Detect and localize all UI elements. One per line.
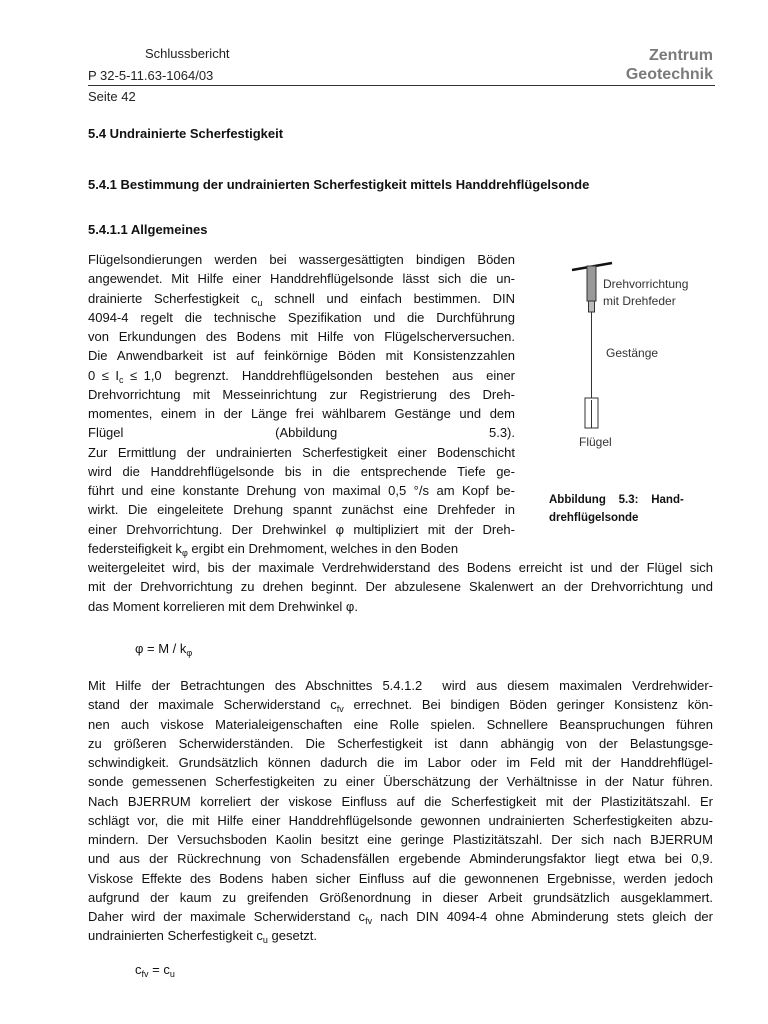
text-line: [88, 926, 713, 945]
subscript: φ: [181, 547, 188, 558]
text-line: [88, 462, 515, 481]
text-line: [88, 423, 515, 442]
text-line: [88, 715, 713, 734]
formula-cfv-lhs: c: [135, 962, 142, 977]
caption-line1: Abbildung 5.3: Hand-: [549, 494, 684, 506]
text-segment: ≤ 1,0 begrenzt. Handdrehflügelsonden bestehen aus einer: [123, 367, 515, 383]
text-segment: schlägt vor, die mit Hilfe einer Handdrehflügelsonde gewonnen undrainierten Scherfestigkeiten abzu-: [88, 812, 713, 828]
text-line: [88, 308, 515, 327]
text-segment: wirkt. Die eingeleitete Drehung spannt zunächst eine Drehfeder in: [88, 502, 515, 518]
heading-5-4-1-1: 5.4.1.1 Allgemeines: [88, 222, 208, 237]
label-vane: Flügel: [579, 435, 612, 449]
text-line: [88, 753, 713, 772]
text-line: [88, 734, 713, 753]
text-segment: Nach BJERRUM korreliert der viskose Einfluss auf die Scherfestigkeit mit der Plastizitätszahl. Er: [88, 793, 713, 809]
text-segment: führt und eine konstante Drehung von maximal 0,5 °/s am Kopf be-: [88, 483, 515, 498]
text-segment: Die Anwendbarkeit ist auf feinkörnige Böden mit Konsistenzzahlen: [88, 348, 515, 364]
label-rod: Gestänge: [606, 346, 659, 360]
text-line: [88, 869, 713, 888]
text-segment: drainierte Scherfestigkeit c: [88, 290, 258, 306]
logo-line-2: Geotechnik: [625, 66, 713, 83]
project-number: P 32-5-11.63-1064/03: [88, 68, 214, 83]
formula-cfv: [135, 962, 175, 979]
formula-phi-text: φ = M / k: [135, 641, 187, 656]
figure-caption: [549, 491, 702, 527]
text-segment: 0 ≤ I: [88, 367, 119, 383]
text-line: [88, 250, 515, 269]
text-segment: mit der Drehvorrichtung zu drehen beginnt. Der abzulesene Skalenwert an der Drehvorrichtung und: [88, 579, 713, 595]
text-segment: wird die Handdrehflügelsonde bis in die entsprechende Tiefe ge-: [88, 463, 515, 479]
text-line: [88, 500, 515, 519]
text-segment: von Erkundungen des Bodens mit Hilfe von Flügelscherversuchen.: [88, 329, 515, 344]
text-segment: weitergeleitet wird, bis der maximale Verdrehwiderstand des Bodens erreicht ist und der Flügel sich: [88, 560, 713, 575]
text-segment: Flügel (Abbildung 5.3).: [88, 425, 515, 441]
header-rule: [88, 85, 715, 86]
text-line: [88, 888, 713, 907]
report-type: Schlussbericht: [145, 46, 230, 61]
logo: [626, 46, 713, 84]
text-line: [88, 366, 515, 385]
text-segment: und aus der Rückrechnung von Schadensfällen ergebende Abminderungsfaktor liegt etwa bei 0,9.: [88, 851, 713, 867]
text-line: [88, 269, 515, 288]
text-segment: angewendet. Mit Hilfe einer Handdrehflügelsonde lässt sich die un-: [88, 271, 515, 287]
text-line: [88, 772, 713, 791]
text-line: [88, 792, 713, 811]
text-segment: Viskose Effekte des Bodens haben sicher Einfluss auf die gewonnenen Ergebnisse, werden jedoch: [88, 870, 713, 886]
label-device-line2: mit Drehfeder: [603, 294, 676, 308]
text-line: [88, 676, 713, 695]
text-segment: momentes, einem in der Länge frei wählbarem Gestänge und dem: [88, 406, 515, 421]
text-line: [88, 443, 515, 462]
text-line: [88, 811, 713, 830]
text-segment: errechnet. Bei bindigen Böden geringer Konsistenz kön-: [343, 697, 713, 713]
text-segment: nach DIN 4094-4 ohne Abminderung stets gleich der: [372, 909, 713, 924]
text-segment: undrainierten Scherfestigkeit c: [88, 928, 263, 944]
text-segment: Mit Hilfe der Betrachtungen des Abschnittes 5.4.1.2 wird aus diesem maximalen Verdrehwider-: [88, 678, 713, 693]
text-segment: stand der maximale Scherwiderstand c: [88, 697, 337, 713]
heading-5-4-1: 5.4.1 Bestimmung der undrainierten Scherfestigkeit mittels Handdrehflügelsonde: [88, 177, 590, 192]
subscript: c: [118, 374, 124, 385]
text-line: [88, 520, 515, 539]
text-line: [88, 830, 713, 849]
text-segment: Zur Ermittlung der undrainierten Scherfestigkeit einer Bodenschicht: [88, 444, 515, 460]
text-segment: Drehvorrichtung mit Messeinrichtung zur Registrierung des Dreh-: [88, 386, 515, 402]
text-line: [88, 327, 515, 346]
formula-phi: [135, 641, 192, 658]
text-segment: das Moment korrelieren mit dem Drehwinkel φ.: [88, 598, 358, 614]
text-line: [88, 849, 713, 868]
text-segment: federsteifigkeit k: [88, 540, 182, 556]
text-segment: Daher wird der maximale Scherwiderstand c: [88, 909, 366, 924]
text-line: [88, 577, 713, 596]
subscript: u: [257, 297, 263, 308]
formula-phi-sub: φ: [186, 648, 193, 658]
text-line: [88, 346, 515, 365]
formula-cfv-rhs-sub: u: [169, 969, 175, 979]
text-segment: sonde gemessenen Scherfestigkeiten zu einer Überschätzung der Verhältnisse in der Natur führen.: [88, 774, 713, 790]
connector: [589, 301, 595, 312]
formula-cfv-lhs-sub: fv: [141, 969, 149, 979]
text-line: [88, 481, 515, 500]
text-line: [88, 289, 515, 308]
text-segment: schwindigkeit. Grundsätzlich können dadurch die im Labor oder im Feld mit der Handdrehflügel-: [88, 755, 713, 770]
subscript: fv: [336, 704, 344, 715]
text-segment: Flügelsondierungen werden bei wassergesättigten bindigen Böden: [88, 252, 515, 267]
text-segment: mindern. Der Versuchsboden Kaolin besitzt eine geringe Plastizitätszahl. Der sich nach BJERRUM: [88, 832, 713, 847]
formula-cfv-eq: = c: [148, 962, 170, 977]
page-number: Seite 42: [88, 89, 136, 104]
subscript: u: [262, 935, 268, 946]
text-segment: zu größeren Scherwiderständen. Die Scherfestigkeit ist dann abhängig von der Belastungsge-: [88, 735, 713, 751]
text-line: [88, 558, 713, 577]
text-segment: gesetzt.: [267, 928, 318, 944]
text-segment: nen auch viskose Materialeigenschaften eine Rolle spielen. Schnellere Beanspruchungen führen: [88, 716, 713, 732]
text-segment: 4094-4 regelt die technische Spezifikation und die Durchführung: [88, 309, 515, 325]
logo-line-1: Zentrum: [649, 47, 713, 64]
torsion-device: [587, 266, 596, 301]
text-segment: aufgrund der kaum zu greifenden Größenordnung in dieser Arbeit grundsätzlich ausgeklammert.: [88, 889, 713, 905]
text-segment: schnell und einfach bestimmen. DIN: [262, 290, 515, 306]
text-line: [88, 539, 515, 558]
text-line: [88, 404, 515, 423]
subscript: fv: [365, 916, 373, 926]
text-line: [88, 695, 713, 714]
text-segment: ergibt ein Drehmoment, welches in den Boden: [187, 540, 459, 556]
text-segment: einer Drehvorrichtung. Der Drehwinkel φ multipliziert mit der Dreh-: [88, 521, 515, 537]
label-device: [603, 276, 688, 310]
text-line: [88, 907, 713, 926]
text-line: [88, 385, 515, 404]
label-device-line1: Drehvorrichtung: [603, 277, 689, 291]
caption-line2: drehflügelsonde: [549, 512, 639, 524]
heading-5-4: 5.4 Undrainierte Scherfestigkeit: [88, 126, 284, 141]
text-line: [88, 597, 713, 616]
